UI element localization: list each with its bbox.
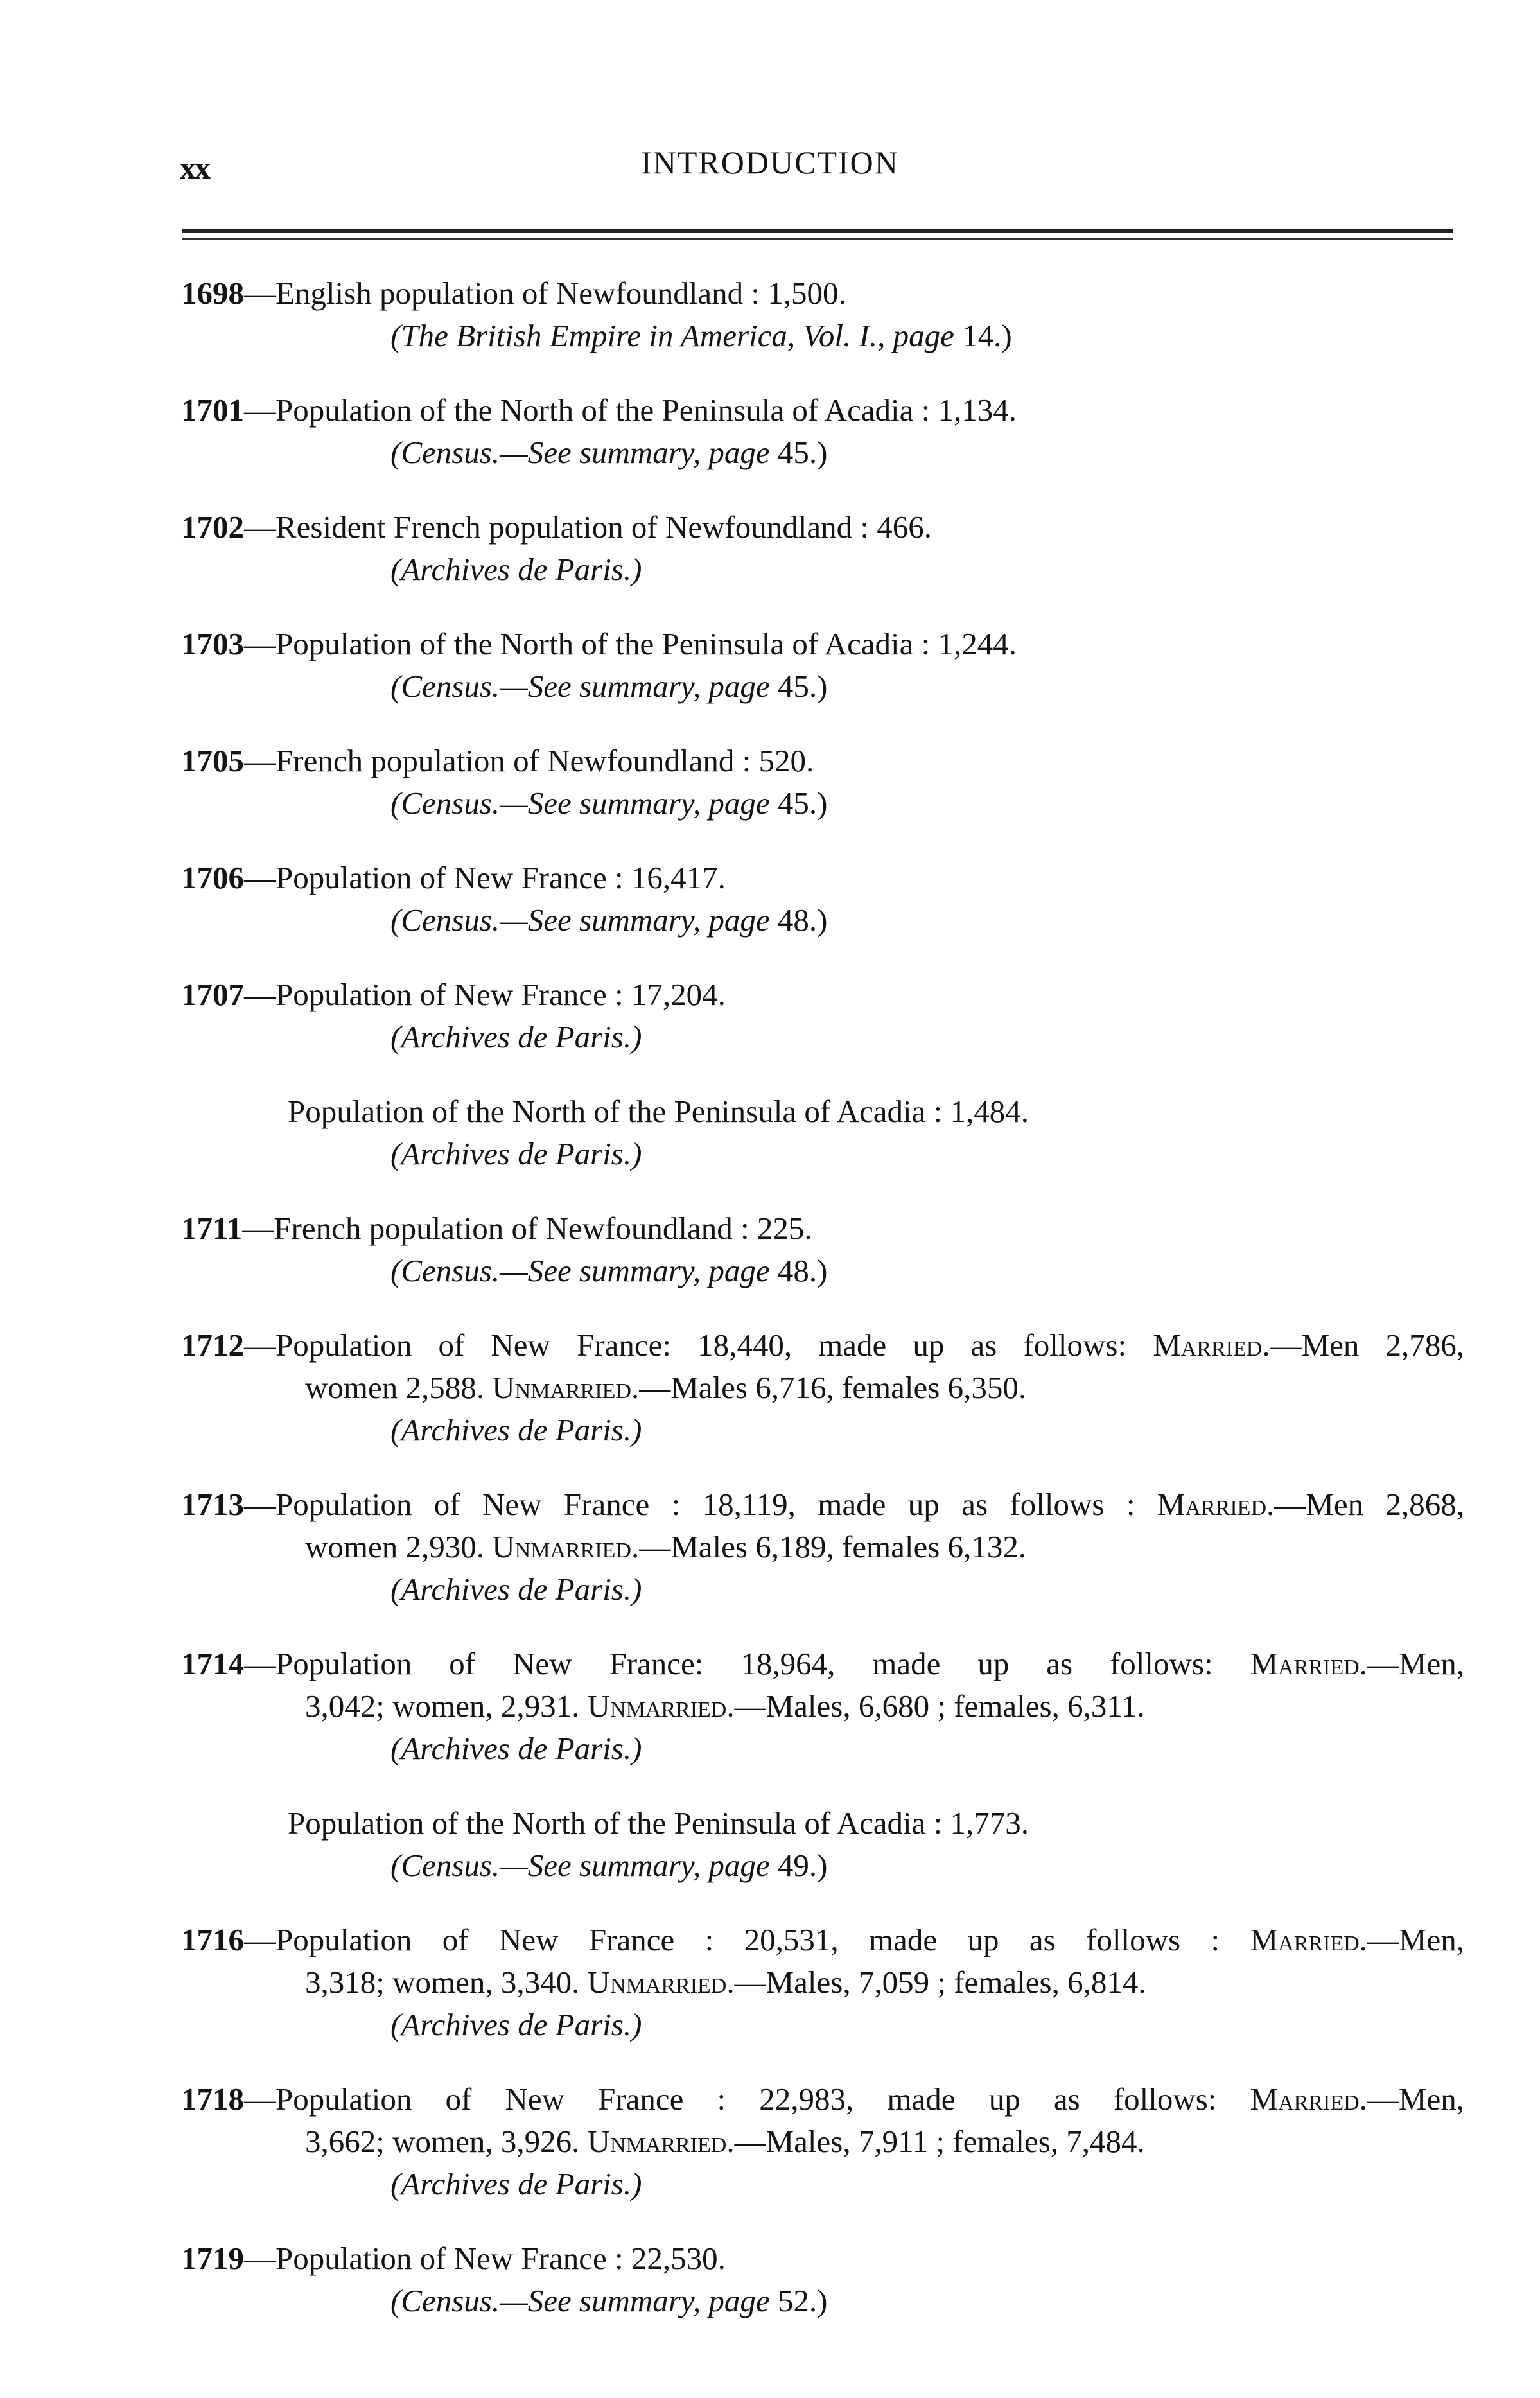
entry-source: (Archives de Paris.) bbox=[390, 2166, 642, 2201]
source-text: Archives de Paris. bbox=[401, 1571, 632, 1607]
running-head: INTRODUCTION bbox=[641, 144, 899, 180]
entry-text: Population of New France: 18,964, made up as follows: bbox=[276, 1646, 1250, 1681]
married-label: Married bbox=[1153, 1327, 1263, 1363]
entry-year: 1703 bbox=[181, 626, 244, 661]
entry-text: Resident French population of Newfoundland : 466. bbox=[276, 509, 932, 545]
entry-text: Population of New France : 22,983, made up as follows: bbox=[276, 2081, 1250, 2117]
unmarried-label: Unmarried bbox=[492, 1370, 631, 1405]
entry-line: 1719—Population of New France : 22,530. bbox=[181, 2241, 726, 2276]
entry-line: 1714—Population of New France: 18,964, made up as follows: Married.—Men, bbox=[181, 1646, 1464, 1681]
entry-text: .—Men, bbox=[1359, 1922, 1464, 1957]
entry-text: Population of New France : 17,204. bbox=[276, 977, 726, 1012]
entry-continuation bbox=[305, 1690, 1145, 1722]
entry-source: (Archives de Paris.) bbox=[390, 552, 642, 587]
entry-text: French population of Newfoundland : 225. bbox=[274, 1211, 812, 1246]
entry-year: 1713 bbox=[181, 1487, 244, 1522]
married-label: Married bbox=[1250, 1646, 1360, 1681]
entry-continuation bbox=[305, 1372, 1026, 1403]
entry-line: 1716—Population of New France : 20,531, made up as follows : Married.—Men, bbox=[181, 1922, 1464, 1957]
entry-line: 1702—Resident French population of Newfoundland : 466. bbox=[181, 509, 932, 545]
entry-source: (The British Empire in America, Vol. I., page 14.) bbox=[390, 318, 1012, 353]
entry-line: 1712—Population of New France: 18,440, made up as follows: Married.—Men 2,786, bbox=[181, 1327, 1464, 1363]
unmarried-label: Unmarried bbox=[492, 1529, 631, 1564]
source-text: Archives de Paris. bbox=[401, 1731, 632, 1766]
married-label: Married bbox=[1250, 1922, 1360, 1957]
entry-text: .—Males, 6,680 ; females, 6,311. bbox=[726, 1688, 1145, 1724]
entry-line: 1705—French population of Newfoundland : 520. bbox=[181, 743, 814, 778]
entry-source: (Census.—See summary, page 45.) bbox=[390, 785, 828, 821]
entry-text: .—Men 2,786, bbox=[1262, 1327, 1464, 1363]
entry-text: French population of Newfoundland : 520. bbox=[276, 743, 814, 778]
entry-text: .—Men 2,868, bbox=[1266, 1487, 1464, 1522]
married-label: Married bbox=[1157, 1487, 1266, 1522]
entry-source: (Census.—See summary, page 45.) bbox=[390, 669, 828, 704]
source-page: 52.) bbox=[769, 2283, 828, 2318]
source-text: Archives de Paris. bbox=[401, 1019, 632, 1055]
source-text: Census.—See summary, page bbox=[401, 669, 770, 704]
source-text: Census.—See summary, page bbox=[401, 435, 770, 470]
entry-continuation bbox=[305, 1966, 1146, 1998]
entry-year: 1716 bbox=[181, 1922, 244, 1957]
entry-year: 1719 bbox=[181, 2241, 244, 2276]
source-page: 45.) bbox=[769, 435, 828, 470]
entry-line: 1718—Population of New France : 22,983, made up as follows: Married.—Men, bbox=[181, 2081, 1464, 2117]
entry-year: 1718 bbox=[181, 2081, 244, 2117]
entry-text: 3,318; women, 3,340. bbox=[305, 1965, 588, 2000]
source-text: Archives de Paris. bbox=[401, 2166, 632, 2201]
entry-year: 1714 bbox=[181, 1646, 244, 1681]
entry-text: .—Males, 7,059 ; females, 6,814. bbox=[726, 1965, 1146, 2000]
entry-text: Population of New France: 18,440, made up as follows: bbox=[276, 1327, 1153, 1363]
entry-line: 1713—Population of New France : 18,119, made up as follows : Married.—Men 2,868, bbox=[181, 1487, 1464, 1522]
source-text: Census.—See summary, page bbox=[401, 1848, 770, 1883]
source-text: Archives de Paris. bbox=[401, 1136, 632, 1171]
entry-source: (Census.—See summary, page 45.) bbox=[390, 435, 828, 470]
entry-text: 3,662; women, 3,926. bbox=[305, 2124, 588, 2159]
entry-source: (Census.—See summary, page 49.) bbox=[390, 1848, 828, 1883]
unmarried-label: Unmarried bbox=[587, 1965, 727, 2000]
source-text: Archives de Paris. bbox=[401, 1412, 632, 1448]
entry-text: women 2,930. bbox=[305, 1529, 493, 1564]
entry-source: (Archives de Paris.) bbox=[390, 2007, 642, 2042]
source-page: 45.) bbox=[769, 669, 828, 704]
entry-subline: Population of the North of the Peninsula of Acadia : 1,773. bbox=[288, 1805, 1029, 1841]
entry-year: 1707 bbox=[181, 977, 244, 1012]
source-text: Archives de Paris. bbox=[401, 552, 632, 587]
entry-line: 1711—French population of Newfoundland : 225. bbox=[181, 1211, 812, 1246]
source-page: 48.) bbox=[769, 1253, 828, 1288]
source-text: Census.—See summary, page bbox=[401, 2283, 770, 2318]
entry-line: 1701—Population of the North of the Peninsula of Acadia : 1,134. bbox=[181, 392, 1017, 428]
entry-continuation bbox=[305, 1531, 1026, 1562]
unmarried-label: Unmarried bbox=[587, 1688, 727, 1724]
source-page: 48.) bbox=[769, 902, 828, 938]
entry-text: .—Males, 7,911 ; females, 7,484. bbox=[726, 2124, 1145, 2159]
entry-source: (Census.—See summary, page 48.) bbox=[390, 902, 828, 938]
entry-text: 3,042; women, 2,931. bbox=[305, 1688, 588, 1724]
entry-text: women 2,588. bbox=[305, 1370, 493, 1405]
married-label: Married bbox=[1250, 2081, 1360, 2117]
entry-source: (Census.—See summary, page 52.) bbox=[390, 2283, 828, 2318]
source-text: Archives de Paris. bbox=[401, 2007, 632, 2042]
page-number: xx bbox=[180, 150, 209, 186]
entry-text: .—Males 6,189, females 6,132. bbox=[631, 1529, 1027, 1564]
entry-source: (Archives de Paris.) bbox=[390, 1412, 642, 1448]
source-text: Census.—See summary, page bbox=[401, 785, 770, 821]
entry-text: .—Males 6,716, females 6,350. bbox=[631, 1370, 1027, 1405]
source-text: Census.—See summary, page bbox=[401, 1253, 770, 1288]
entry-line: 1703—Population of the North of the Peninsula of Acadia : 1,244. bbox=[181, 626, 1017, 661]
source-page: 49.) bbox=[769, 1848, 828, 1883]
entry-line: 1706—Population of New France : 16,417. bbox=[181, 860, 726, 895]
entry-source: (Archives de Paris.) bbox=[390, 1136, 642, 1171]
source-text: The British Empire in America, Vol. I., page bbox=[401, 318, 954, 353]
entry-source: (Census.—See summary, page 48.) bbox=[390, 1253, 828, 1288]
entry-year: 1702 bbox=[181, 509, 244, 545]
entry-text: Population of New France : 20,531, made up as follows : bbox=[276, 1922, 1250, 1957]
entry-source: (Archives de Paris.) bbox=[390, 1019, 642, 1055]
entry-source: (Archives de Paris.) bbox=[390, 1571, 642, 1607]
source-page: 14.) bbox=[954, 318, 1012, 353]
entry-year: 1706 bbox=[181, 860, 244, 895]
entry-text: Population of New France : 18,119, made up as follows : bbox=[276, 1487, 1157, 1522]
entry-year: 1712 bbox=[181, 1327, 244, 1363]
entry-text: .—Men, bbox=[1359, 1646, 1464, 1681]
entry-source: (Archives de Paris.) bbox=[390, 1731, 642, 1766]
entry-continuation bbox=[305, 2126, 1145, 2157]
unmarried-label: Unmarried bbox=[587, 2124, 727, 2159]
entry-line: 1698—English population of Newfoundland : 1,500. bbox=[181, 276, 846, 311]
entry-line: 1707—Population of New France : 17,204. bbox=[181, 977, 726, 1012]
source-page: 45.) bbox=[769, 785, 828, 821]
entry-subline: Population of the North of the Peninsula of Acadia : 1,484. bbox=[288, 1094, 1029, 1129]
entry-text: Population of the North of the Peninsula of Acadia : 1,134. bbox=[276, 392, 1017, 428]
entry-year: 1711 bbox=[181, 1211, 243, 1246]
entry-text: .—Men, bbox=[1359, 2081, 1464, 2117]
entry-year: 1698 bbox=[181, 276, 244, 311]
source-text: Census.—See summary, page bbox=[401, 902, 770, 938]
entry-text: Population of New France : 16,417. bbox=[276, 860, 726, 895]
entry-text: English population of Newfoundland : 1,500. bbox=[276, 276, 846, 311]
entry-year: 1701 bbox=[181, 392, 244, 428]
entry-text: Population of New France : 22,530. bbox=[276, 2241, 726, 2276]
entry-text: Population of the North of the Peninsula of Acadia : 1,244. bbox=[276, 626, 1017, 661]
entry-year: 1705 bbox=[181, 743, 244, 778]
